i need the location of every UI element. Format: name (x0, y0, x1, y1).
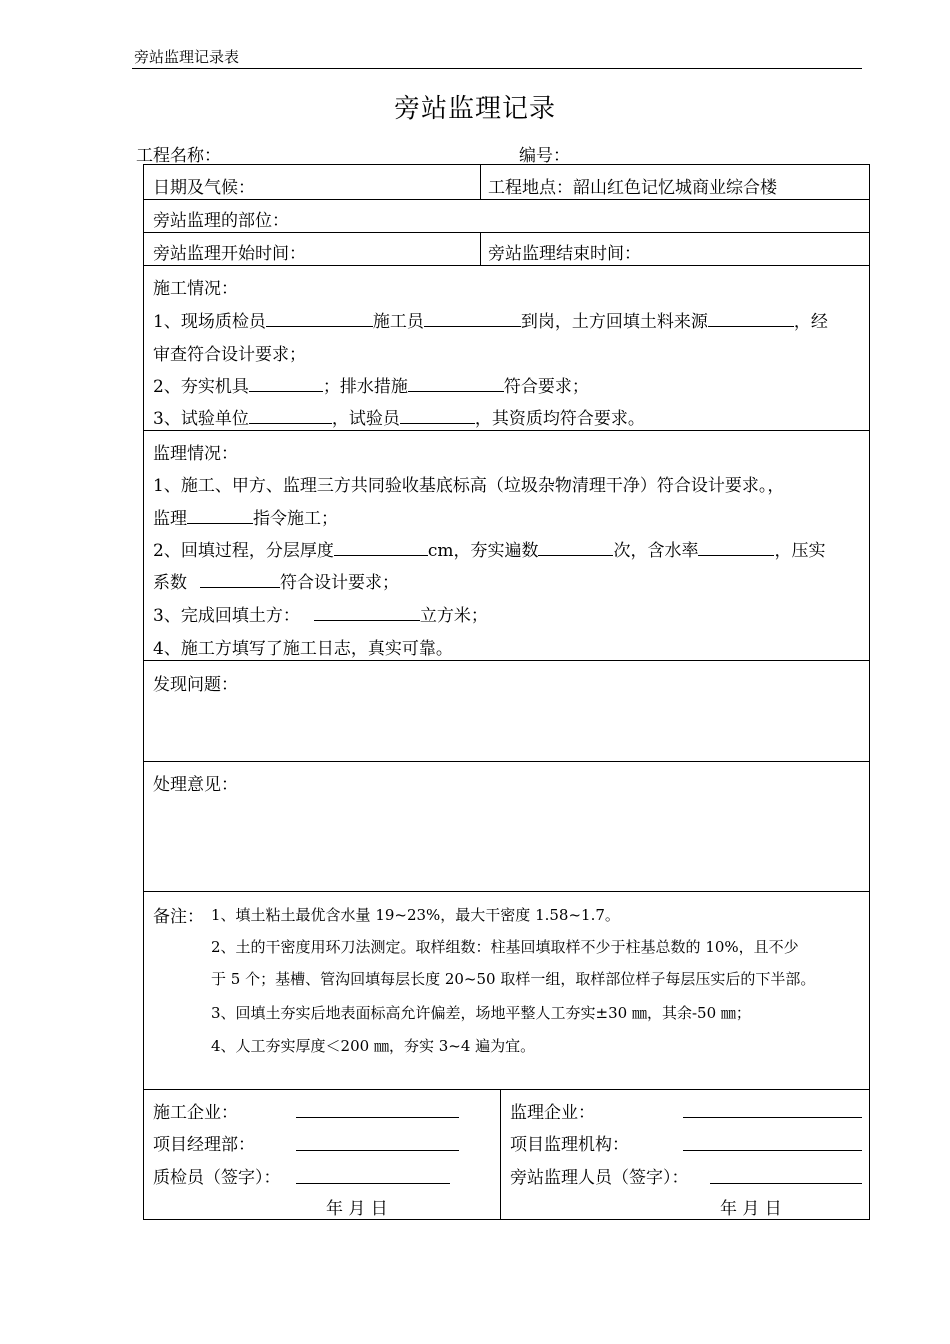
blank-inspector[interactable] (266, 308, 373, 327)
blank-compaction-machine[interactable] (249, 373, 323, 392)
supervision-line-1: 1、施工、甲方、监理三方共同验收基底标高（垃圾杂物清理干净）符合设计要求。， (153, 476, 785, 496)
supervisor-signature-line[interactable] (710, 1183, 862, 1184)
issues-heading: 发现问题： (153, 675, 238, 695)
blank-soil-source[interactable] (708, 308, 794, 327)
construction-line-1: 1、现场质检员 施工员 到岗，土方回填土料来源 ，经 (153, 307, 828, 332)
supervision-part-label: 旁站监理的部位： (153, 211, 289, 231)
construction-company-label: 施工企业： (153, 1103, 238, 1123)
supervision-org-line[interactable] (683, 1150, 862, 1151)
row-divider (143, 199, 870, 200)
blank-drainage[interactable] (408, 373, 504, 392)
project-dept-line[interactable] (296, 1150, 459, 1151)
page-title: 旁站监理记录 (393, 94, 556, 124)
project-location: 工程地点：韶山红色记忆城商业综合楼 (488, 178, 777, 198)
inspector-signature-label: 质检员（签字）： (153, 1168, 281, 1188)
inspector-signature-line[interactable] (296, 1183, 450, 1184)
supervision-company-label: 监理企业： (510, 1103, 595, 1123)
remarks-line-2: 2、土的干密度用环刀法测定。取样组数：柱基回填取样不少于柱基总数的 10%，且不少 (211, 938, 799, 956)
column-divider (480, 164, 481, 199)
blank-compaction-coefficient[interactable] (200, 569, 280, 588)
left-date: 年 月 日 (326, 1199, 388, 1219)
remarks-line-4: 3、回填土夯实后地表面标高允许偏差，场地平整人工夯实±30 ㎜，其余-50 ㎜； (211, 1004, 751, 1022)
opinion-heading: 处理意见： (153, 775, 238, 795)
row-divider (143, 430, 870, 431)
row-divider (143, 232, 870, 233)
remarks-label: 备注： (153, 907, 204, 927)
blank-moisture[interactable] (698, 537, 774, 556)
row-divider (143, 660, 870, 661)
supervision-org-label: 项目监理机构： (510, 1135, 629, 1155)
right-date: 年 月 日 (720, 1199, 782, 1219)
supervision-heading: 监理情况： (153, 444, 238, 464)
remarks-line-3: 于 5 个；基槽、管沟回填每层长度 20~50 取样一组，取样部位样子每层压实后的下半部。 (211, 970, 816, 988)
blank-test-unit[interactable] (249, 405, 332, 424)
end-time-label: 旁站监理结束时间： (488, 244, 641, 264)
construction-company-line[interactable] (296, 1117, 459, 1118)
blank-compaction-passes[interactable] (538, 537, 613, 556)
remarks-line-5: 4、人工夯实厚度＜200 ㎜，夯实 3~4 遍为宜。 (211, 1037, 536, 1055)
row-divider (143, 265, 870, 266)
start-time-label: 旁站监理开始时间： (153, 244, 306, 264)
supervision-line-5: 3、完成回填土方： 立方米； (153, 601, 488, 626)
number-label: 编号： (519, 146, 570, 166)
supervisor-signature-label: 旁站监理人员（签字）： (510, 1168, 689, 1188)
project-dept-label: 项目经理部： (153, 1135, 255, 1155)
remarks-line-1: 1、填土粘土最优含水量 19~23%，最大干密度 1.58~1.7。 (211, 906, 620, 924)
supervision-line-6: 4、施工方填写了施工日志，真实可靠。 (153, 639, 453, 659)
header-divider (132, 68, 862, 69)
construction-line-2: 审查符合设计要求； (153, 345, 306, 365)
row-divider (143, 891, 870, 892)
supervision-line-3: 2、回填过程，分层厚度 cm，夯实遍数 次，含水率 ，压实 (153, 536, 825, 561)
supervision-line-2: 监理 指令施工； (153, 504, 338, 529)
row-divider (143, 1089, 870, 1090)
column-divider (480, 232, 481, 265)
supervision-company-line[interactable] (683, 1117, 862, 1118)
blank-supervisor[interactable] (187, 505, 253, 524)
construction-line-4: 3、试验单位 ，试验员 ，其资质均符合要求。 (153, 404, 645, 429)
construction-line-3: 2、夯实机具 ；排水措施 符合要求； (153, 372, 589, 397)
blank-tester[interactable] (400, 405, 475, 424)
column-divider (500, 1089, 501, 1220)
blank-backfill-volume[interactable] (314, 602, 420, 621)
blank-constructor[interactable] (424, 308, 521, 327)
date-weather-label: 日期及气候： (153, 178, 255, 198)
supervision-line-4: 系数 符合设计要求； (153, 568, 399, 593)
construction-heading: 施工情况： (153, 279, 238, 299)
row-divider (143, 761, 870, 762)
page-header-text: 旁站监理记录表 (134, 48, 240, 66)
project-name-label: 工程名称： (136, 146, 221, 166)
blank-layer-thickness[interactable] (334, 537, 428, 556)
